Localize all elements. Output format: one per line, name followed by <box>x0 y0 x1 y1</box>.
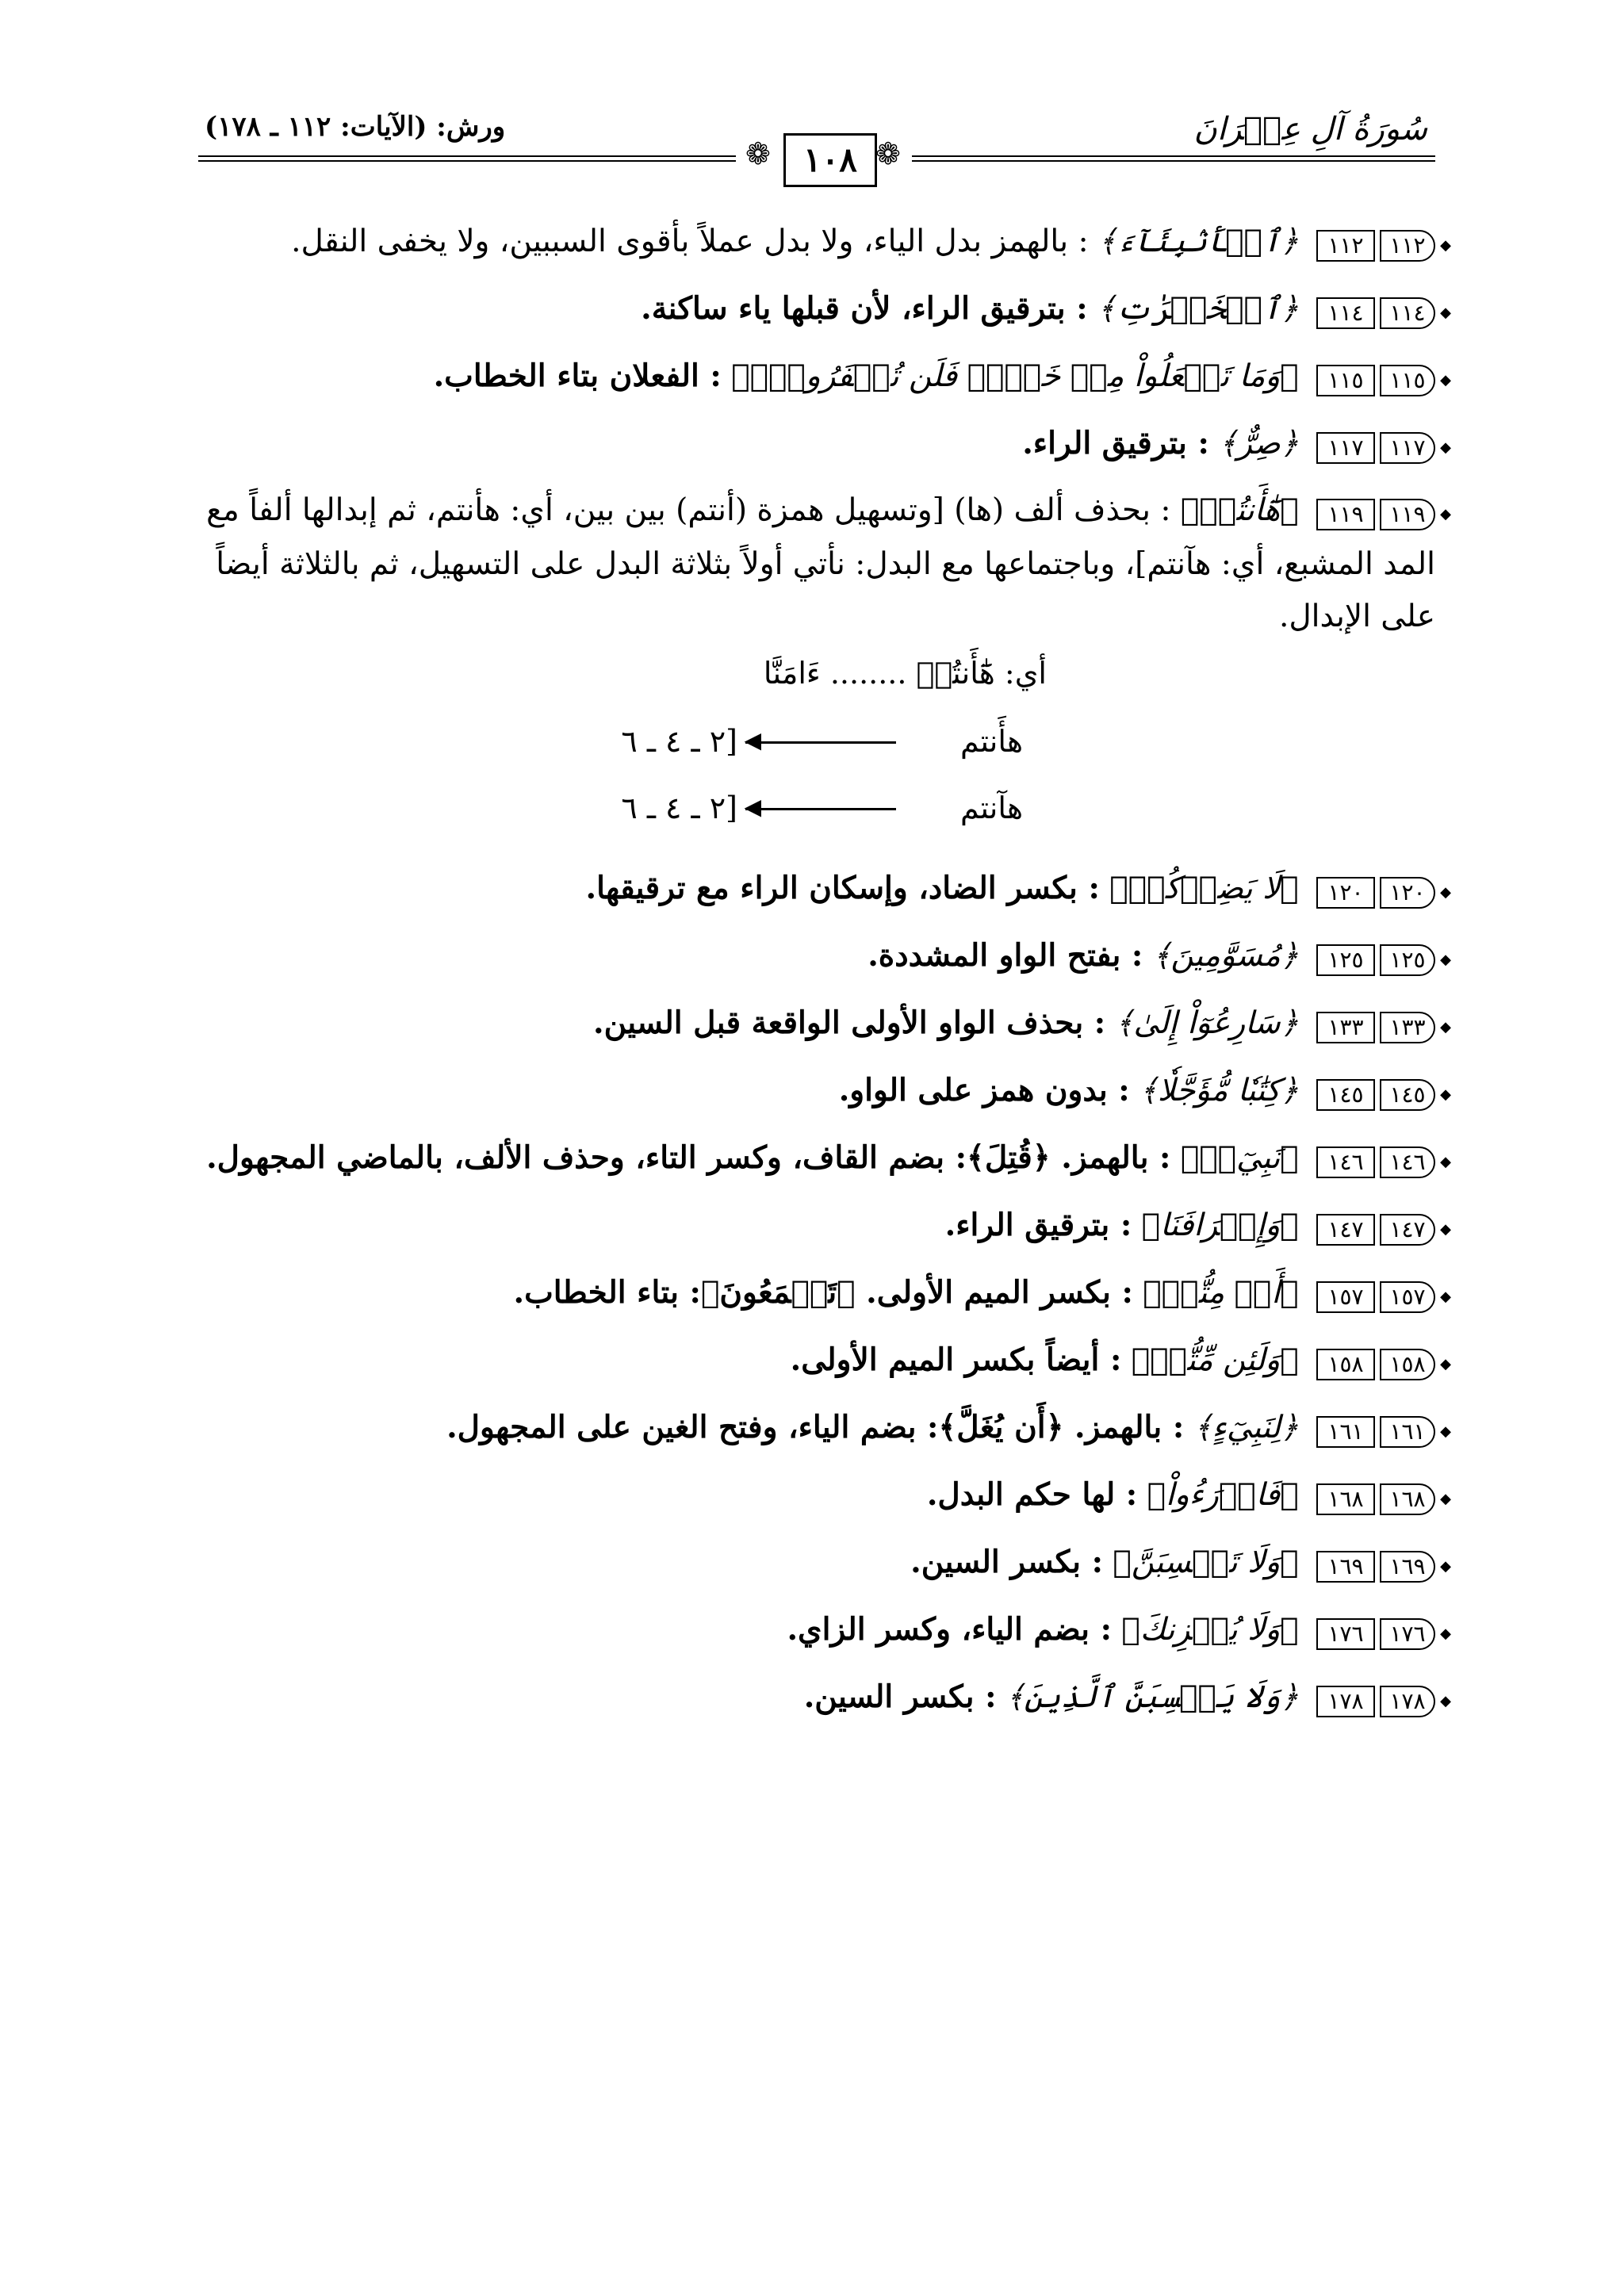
list-item <box>195 929 1435 984</box>
ruling-text: : بكسر الميم الأولى. ﴿تَجۡمَعُونَ﴾: بتاء الخطاب. <box>513 1274 1133 1311</box>
quran-word: ﴿صِرٌّ﴾ <box>1219 426 1299 461</box>
quran-word: ﴿نَبِيٓءٖ﴾ <box>1180 1140 1299 1176</box>
list-item <box>195 484 1435 643</box>
list-item <box>195 1468 1435 1523</box>
ruling-text: : بترقيق الراء. <box>1022 425 1209 461</box>
page-body <box>195 216 1435 1738</box>
verse-number-marker: ١١٧ ١١٧ ◆ <box>1316 419 1435 472</box>
ornament-icon: ❁ <box>875 136 901 171</box>
ruling-text: : بحذف ألف (ها) [وتسهيل همزة (أنتم) بين بين، أي: هأنتم، ثم إبدالها ألفاً مع المد المشبع، أي: هآنتم]، وباجتماعها مع البدل: نأتي أولاً بثلاثة البدل على التسهيل، ثم بالثلاثة أيضاً على الإبدال. <box>206 492 1435 634</box>
page-header <box>0 0 1624 190</box>
quran-word: ﴿فَادۡرَءُواْ﴾ <box>1147 1477 1299 1513</box>
list-item <box>195 1199 1435 1254</box>
list-item <box>195 216 1435 270</box>
ruling-text: : بالهمز بدل الياء، ولا بدل عملاً بأقوى السببين، ولا يخفى النقل. <box>291 224 1089 259</box>
ruling-text: : بحذف الواو الأولى الواقعة قبل السين. <box>593 1005 1106 1041</box>
quran-word: ﴿كِتَٰبٗا مُّؤَجَّلٗا﴾ <box>1139 1073 1299 1108</box>
list-item <box>195 862 1435 917</box>
arrow-left-icon: ◀ <box>744 794 761 820</box>
list-item <box>195 1334 1435 1388</box>
arrow-line <box>745 808 896 810</box>
quran-word: ﴿وَلَئِن مِّتُّمۡ﴾ <box>1131 1342 1299 1378</box>
ruling-text: : بكسر السين. <box>910 1544 1103 1580</box>
surah-title: سُورَةُ آلِ عِمۡرَانَ <box>1193 111 1427 147</box>
verse-number-marker: ١٧٨ ١٧٨ ◆ <box>1316 1673 1435 1725</box>
verse-number-marker: ١١٥ ١١٥ ◆ <box>1316 352 1435 404</box>
diagram-row-values: [٢ ـ ٤ ـ ٦ <box>621 790 737 825</box>
ruling-text: : بالهمز. ﴿أَن يُغَلَّ﴾: بضم الياء، وفتح الغين على المجهول. <box>446 1409 1185 1445</box>
verse-number-marker: ١١٢ ١١٢ ◆ <box>1316 217 1435 270</box>
list-item <box>195 282 1435 337</box>
quran-word: ﴿وَلَا يَحۡسِبَنَّ ٱلَّذِينَ﴾ <box>1005 1679 1299 1715</box>
verse-number-marker: ١٣٣ ١٣٣ ◆ <box>1316 999 1435 1051</box>
list-item <box>195 1536 1435 1591</box>
quran-word: ﴿لَا يَضِرۡكُمۡ﴾ <box>1109 871 1299 906</box>
quran-word: ﴿وَلَا يُحۡزِنكَ﴾ <box>1121 1612 1299 1648</box>
verse-number-marker: ١٥٧ ١٥٧ ◆ <box>1316 1269 1435 1321</box>
verse-number-marker: ١٤٦ ١٤٦ ◆ <box>1316 1134 1435 1186</box>
list-item <box>195 417 1435 472</box>
list-item <box>195 1266 1435 1321</box>
verse-number-marker: ١٤٧ ١٤٧ ◆ <box>1316 1201 1435 1254</box>
list-item <box>195 1401 1435 1456</box>
verse-number-marker: ١٦٨ ١٦٨ ◆ <box>1316 1471 1435 1523</box>
verse-number-marker: ١١٤ ١١٤ ◆ <box>1316 285 1435 337</box>
quran-word: ﴿ٱلۡخَيۡرَٰتِ﴾ <box>1097 291 1299 327</box>
ruling-text: : بالهمز. ﴿قُتِلَ﴾: بضم القاف، وكسر التاء، وحذف الألف، بالماضي المجهول. <box>206 1139 1171 1176</box>
diagram-heading: أي: هَٰٓأَنتُمۡ ........ ءَامَنَّا <box>763 656 1047 691</box>
page-number: ١٠٨ <box>783 133 877 187</box>
verse-number-marker: ١٧٦ ١٧٦ ◆ <box>1316 1606 1435 1658</box>
verse-number-marker: ١٥٨ ١٥٨ ◆ <box>1316 1336 1435 1388</box>
list-item <box>195 1131 1435 1186</box>
ruling-text: : بكسر الضاد، وإسكان الراء مع ترقيقها. <box>585 870 1100 906</box>
quran-word: ﴿ٱلۡأَنۢبِئَآءَ﴾ <box>1098 224 1299 259</box>
diagram-row-values: [٢ ـ ٤ ـ ٦ <box>621 724 737 759</box>
verse-number-marker: ١٦٩ ١٦٩ ◆ <box>1316 1538 1435 1591</box>
arrow-left-icon: ◀ <box>744 727 761 753</box>
quran-word: ﴿أَوۡ مِتُّمۡ﴾ <box>1143 1275 1299 1311</box>
quran-word: ﴿مُسَوَّمِينَ﴾ <box>1152 938 1299 974</box>
quran-word: ﴿سَارِعُوٓاْ إِلَىٰ﴾ <box>1115 1005 1299 1041</box>
verse-number-marker: ١٢٠ ١٢٠ ◆ <box>1316 864 1435 917</box>
riwaya-range: ورش: (الآيات: ١١٢ ـ ١٧٨) <box>205 111 506 143</box>
list-item <box>195 997 1435 1051</box>
quran-word: ﴿وَمَا تَفۡعَلُواْ مِنۡ خَيۡرٖ فَلَن تُكۡفَرُوهُۗ﴾ <box>731 358 1299 394</box>
list-item <box>195 1064 1435 1119</box>
ruling-text: : بضم الياء، وكسر الزاي. <box>787 1611 1112 1648</box>
ruling-text: : بترقيق الراء. <box>944 1207 1132 1243</box>
list-item <box>195 1603 1435 1658</box>
list-item <box>195 1671 1435 1725</box>
arrow-line <box>745 741 896 744</box>
ruling-text: : الفعلان بتاء الخطاب. <box>433 358 722 394</box>
quran-word: ﴿هَٰٓأَنتُمۡ﴾ <box>1180 492 1299 528</box>
quran-word: ﴿وَلَا تَحۡسِبَنَّ﴾ <box>1113 1545 1299 1580</box>
verse-number-marker: ١٤٥ ١٤٥ ◆ <box>1316 1066 1435 1119</box>
ruling-text: : بكسر السين. <box>803 1679 997 1715</box>
ornament-icon: ❁ <box>745 136 771 171</box>
diagram-row-word: هأَنتم <box>960 724 1023 759</box>
verse-number-marker: ١٢٥ ١٢٥ ◆ <box>1316 932 1435 984</box>
ruling-text: : بترقيق الراء، لأن قبلها ياء ساكنة. <box>641 290 1088 327</box>
ruling-text: : أيضاً بكسر الميم الأولى. <box>790 1342 1122 1378</box>
verse-number-marker: ١١٩ ١١٩ ◆ <box>1316 486 1435 538</box>
verse-number-marker: ١٦١ ١٦١ ◆ <box>1316 1403 1435 1456</box>
ruling-text: : بفتح الواو المشددة. <box>868 937 1143 974</box>
ruling-text: : لها حكم البدل. <box>926 1476 1138 1513</box>
quran-word: ﴿لِنَبِيٓءٍ﴾ <box>1193 1410 1299 1445</box>
ruling-text: : بدون همز على الواو. <box>838 1072 1130 1108</box>
diagram-row-word: هآنتم <box>960 790 1023 825</box>
quran-word: ﴿وَإِسۡرَافَنَا﴾ <box>1141 1208 1299 1243</box>
header-rule-right <box>912 155 1435 162</box>
hamza-diagram <box>195 656 1435 854</box>
header-rule-left <box>198 155 736 162</box>
list-item <box>195 350 1435 404</box>
